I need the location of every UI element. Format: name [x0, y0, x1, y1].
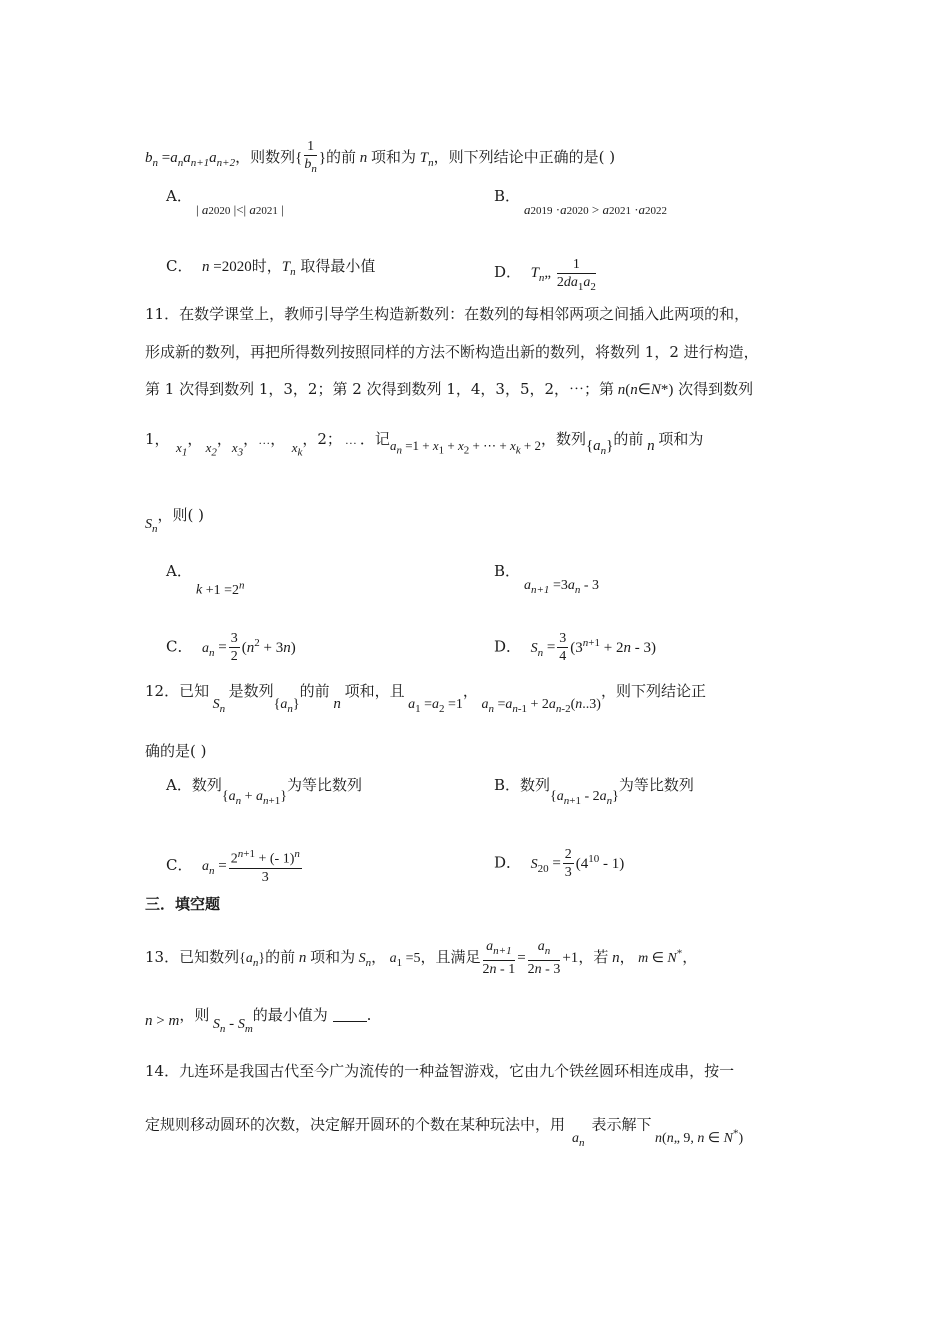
q12-option-b: B．数列$\{a_{n+1} - 2a_n\}$为等比数列 [494, 776, 694, 807]
q14-line-2: 定规则移动圆环的次数，决定解开圆环的个数在某种玩法中，用 $a_n$ 表示解下 n(n„ 9, n ∈ N*) [145, 1115, 744, 1149]
q12-line-1: 12．已知 $S_n$ 是数列$\{a_n\}$的前 n 项和，且 $a_1 =a_2 =1$， $a_n =a_{n-1} + 2a_{n-2}(n..3)$，则下列结论正 [145, 682, 706, 715]
q10-option-b-label: B． [494, 187, 521, 205]
q11-option-a-formula: $k +1 =2^n$ [196, 579, 245, 598]
q11-line-5: $S_n$，则( ) [145, 506, 204, 535]
q11-line-2: 形成新的数列，再把所得数列按照同样的方法不断构造出新的数列，将数列 1，2 进行构造， [145, 343, 759, 361]
q11-line-4: 1， $x_1$， $x_2$，$x_3$，…， $x_k$，2； … ．记$a_n =1 + x_1 + x_2$ + ⋯ + $x_k + 2$，数列$\{a_n\}$的前 n 项和为 [145, 430, 704, 459]
q11-line-3: 第 1 次得到数列 1，3，2；第 2 次得到数列 1，4，3，5，2，⋯；第 n(n∈N*) 次得到数列 [145, 380, 754, 398]
q10-option-c: C． n =2020时，$T_n$ 取得最小值 [166, 257, 376, 278]
q13-line-2: n > m，则 $S_n - S_m$的最小值为 . [145, 1006, 372, 1035]
q11-option-b-formula: $a_{n+1} =3a_n - 3$ [524, 578, 600, 596]
q10-option-a-formula: | a2020 |<| a2021 | [196, 202, 284, 217]
q10-option-a-label: A． [166, 187, 192, 205]
q10-option-b-formula: a2019 ·a2020 > a2021 ·a2022 [524, 202, 668, 217]
q11-option-a-label: A． [166, 562, 192, 580]
q12-option-d: D． $S_{20}$ = $\frac{2}{3}$ $(4^{10} - 1)$ [494, 847, 625, 880]
q11-line-1: 11．在数学课堂上，教师引导学生构造新数列：在数列的每相邻两项之间插入此两项的和， [145, 305, 750, 323]
q11-option-c: C． $a_n$ = $\frac{3}{2}$ $(n^2 + 3n)$ [166, 631, 296, 664]
q11-option-d: D． $S_n$ = $\frac{3}{4}$ $(3^{n+1} + 2n - 3)$ [494, 631, 656, 664]
section-title-fill-blank: 三．填空题 [145, 895, 221, 913]
q10-stem: $b_n =a_na_{n+1}a_{n+2}$，则数列{ $\frac{1}{b_n}$ }的前 n 项和为 $T_n$，则下列结论中正确的是( ) [145, 139, 616, 175]
q12-line-2: 确的是( ) [145, 742, 207, 760]
q12-option-a: A．数列$\{a_n + a_{n+1}\}$为等比数列 [166, 776, 362, 807]
q10-option-d: D． $T_n„$ $\frac{1}{2da_1a_2}$ [494, 257, 596, 293]
q12-option-c: C． $a_n$ = $\frac{2^{n+1} + (- 1)^n}{3}$ [166, 848, 300, 885]
q14-line-1: 14．九连环是我国古代至今广为流传的一种益智游戏，它由九个铁丝圆环相连成串，按一 [145, 1062, 735, 1080]
q13-line-1: 13．已知数列$\{a_n\}$的前 n 项和为 $S_n$， $a_1 =5$，且满足 $\frac{a_{n+1}}{2n - 1}$ = $\frac{a_n}{2n - 3}$ +1，若 n， m ∈ N*， [145, 939, 698, 977]
q11-option-b-label: B． [494, 562, 521, 580]
q13-answer-blank[interactable] [333, 1007, 367, 1022]
